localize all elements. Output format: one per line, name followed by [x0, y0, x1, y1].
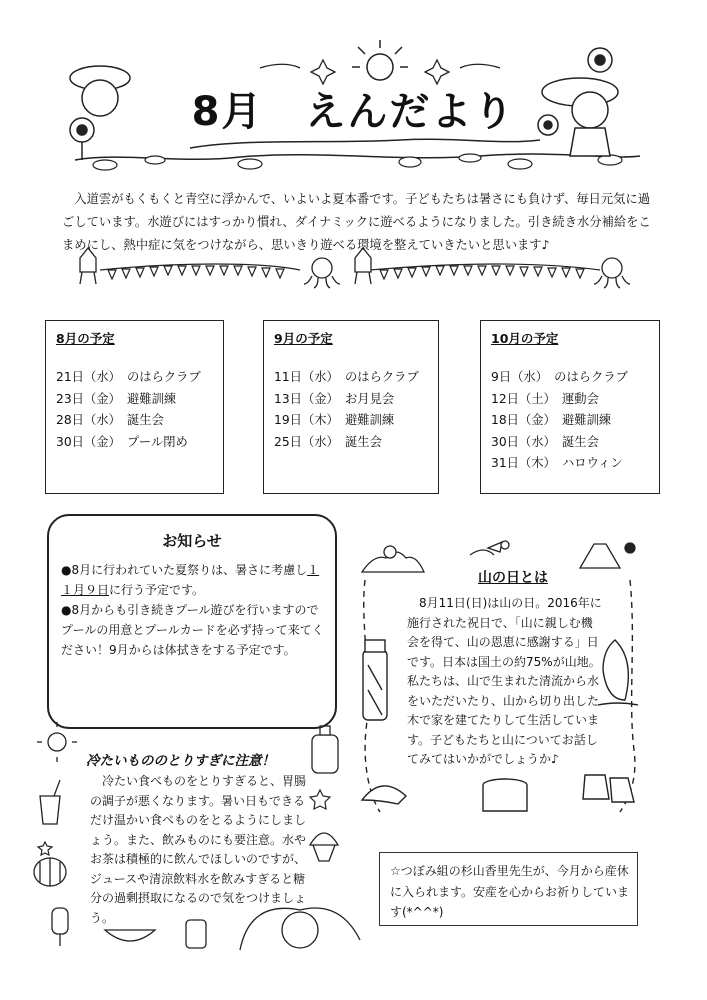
notice-date: １１月９日: [61, 563, 320, 597]
schedule-item: 28日（水） 誕生会: [56, 413, 164, 427]
schedule-item: 30日（金） プール閉め: [56, 434, 188, 449]
drink-glass-icon: [40, 780, 60, 824]
schedule-september: [263, 320, 439, 494]
schedule-item: 23日（金） 避難訓練: [56, 391, 177, 406]
notice-title: お知らせ: [162, 532, 222, 550]
schedule-item: 30日（水） 誕生会: [491, 434, 599, 449]
announcement-text: ☆つぼみ組の杉山香里先生が、今月から産休に入られます。安産を心からお祈りしています(*^^*): [390, 864, 630, 919]
cold-food-text: 冷たい食べものをとりすぎると、胃腸の調子が悪くなります。暑い日もできるだけ温かい食べものをとるようにしましょう。また、飲みものにも要注意。水やお茶は積極的に飲んでほしいのですが、ジュースや清涼飲料水を飲みすぎると糖分の過剰摂取になるので気をつけましょう。: [90, 774, 307, 925]
notice-box: [47, 514, 337, 729]
bunting-garland: [100, 264, 600, 279]
schedule-item: 12日（土） 運動会: [491, 391, 599, 406]
plastic-bottle-icon: [312, 726, 338, 773]
water-bottle-icon: [363, 640, 387, 720]
watermelon-slice-icon: [105, 930, 155, 941]
schedule-title: 10月の予定: [491, 331, 559, 346]
schedule-october: [480, 320, 660, 494]
schedule-item: 13日（金） お月見会: [274, 391, 395, 406]
popsicle-icon: [52, 908, 68, 946]
cap-icon: [362, 786, 406, 804]
watermelon-icon: [34, 858, 66, 886]
schedule-item: 21日（水） のはらクラブ: [56, 370, 201, 384]
schedule-item: 31日（木） ハロウィン: [491, 456, 623, 470]
schedule-august: [45, 320, 224, 494]
page-title: 8月 えんだより: [191, 89, 516, 135]
tree-stump-icon: [483, 779, 527, 811]
mountain-day-title: 山の日とは: [478, 570, 548, 586]
mountain-day-text: 8月11日(日)は山の日。2016年に施行された祝日で、「山に親しむ機会を得て、山の恩恵に感謝する」日です。日本は国土の約75%が山地。私たちは、山で生まれた清流から水をいただいたり、山から切り出した木で家を建てたりして生活しています。子どもたちと山についてお話してみてはいかがでしょうか♪: [407, 596, 602, 766]
sun-icon: [352, 40, 408, 80]
hiking-boots-icon: [583, 775, 634, 802]
notice-line1-pre: ●8月に行われていた夏祭りは、暑さに考慮し: [61, 563, 308, 577]
schedule-title: 9月の予定: [274, 331, 333, 346]
schedule-item: 19日（木） 避難訓練: [274, 413, 395, 427]
announcement-box: [379, 852, 638, 926]
notice-line2: ●8月からも引き続きプール遊びを行いますのでプールの用意とプールカードを必ず持って来てください！9月からは体拭きをする予定です。: [61, 603, 324, 657]
schedule-item: 9日（水） のはらクラブ: [491, 370, 628, 384]
cold-food-title: 冷たいもののとりすぎに注意！: [86, 753, 275, 769]
shaved-ice-icon: [310, 833, 338, 861]
pennant-icon: [108, 266, 584, 279]
schedule-title: 8月の予定: [56, 331, 115, 346]
intro-paragraph: 入道雲がもくもくと青空に浮かんで、いよいよ夏本番です。子どもたちは暑さにも負けず、毎日元気に過ごしています。水遊びにはすっかり慣れ、ダイナミックに遊べるようになりました。引き続き水分補給をこまめにし、熱中症に気をつけながら、思いきり遊べる環境を整えていきたいと思います♪: [62, 192, 651, 252]
notice-line1-post: に行う予定です。: [109, 583, 205, 597]
schedule-item: 18日（金） 避難訓練: [491, 413, 612, 427]
notice-body: [61, 560, 329, 660]
schedule-item: 25日（水） 誕生会: [274, 434, 382, 449]
schedule-item: 11日（水） のはらクラブ: [274, 370, 419, 384]
